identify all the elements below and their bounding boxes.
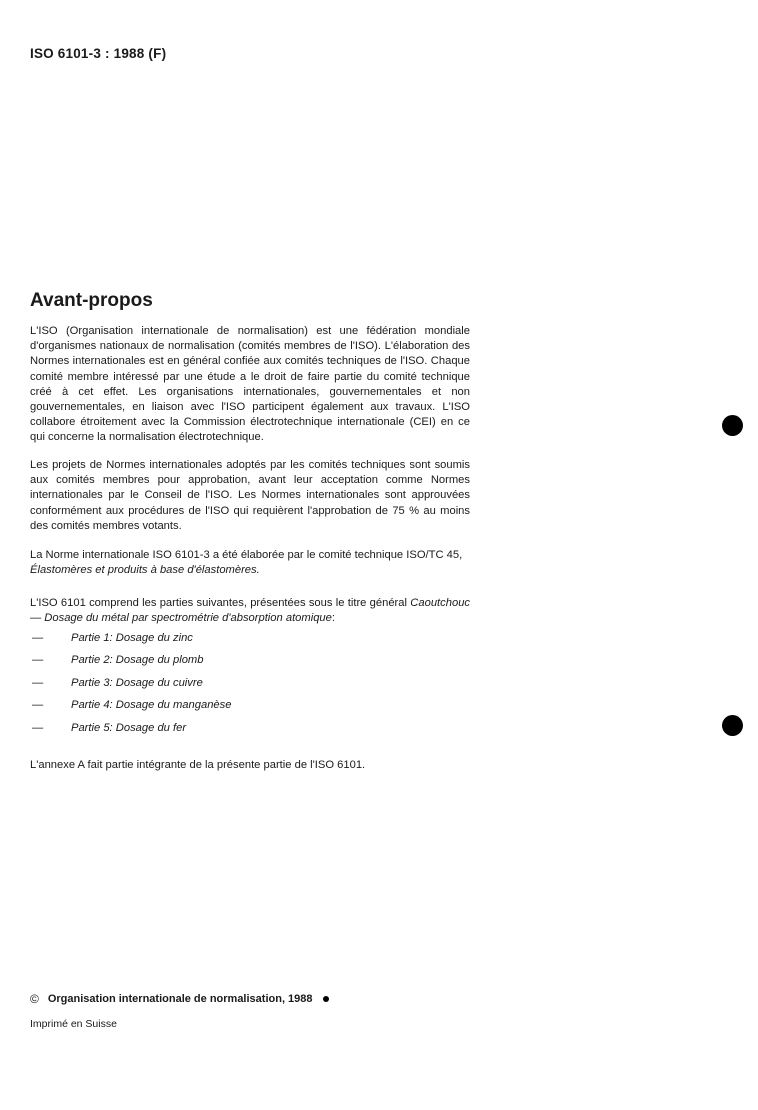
- part-3: Partie 3: Dosage du cuivre: [71, 676, 203, 689]
- list-dash: —: [32, 676, 44, 689]
- bullet-dot-icon: [323, 996, 329, 1002]
- parts-list: [30, 632, 231, 744]
- part-5: Partie 5: Dosage du fer: [71, 721, 187, 734]
- list-item: [30, 654, 231, 676]
- list-item: [30, 722, 231, 744]
- document-id: ISO 6101-3 : 1988 (F): [30, 46, 167, 61]
- general-title: Caoutchouc — Dosage du métal par spectrométrie d'absorption atomique: [30, 597, 471, 625]
- paragraph-iso-description: L'ISO (Organisation internationale de normalisation) est une fédération mondiale d'organismes nationaux de normalisation (comités membres de l'ISO). L'élaboration des Normes internationales est en général confiée aux comités techniques de l'ISO. Chaque comité membre intéressé par une étude a le droit de faire partie du comité technique créé à cet effet. Les organisations internationales, gouvernementales et non gouvernementales, en liaison avec l'ISO participent également aux travaux. L'ISO collabore étroitement avec la Commission électrotechnique internationale (CEI) en ce qui concerne la normalisation électrotechnique.: [30, 325, 470, 444]
- part-2: Partie 2: Dosage du plomb: [71, 654, 204, 667]
- parts-intro-text: L'ISO 6101 comprend les parties suivantes, présentées sous le titre général: [30, 597, 407, 609]
- margin-bullet-icon: [722, 715, 743, 736]
- margin-bullet-icon: [722, 415, 743, 436]
- printed-location: Imprimé en Suisse: [30, 1018, 117, 1030]
- committee-title: Élastomères et produits à base d'élastomères.: [30, 564, 260, 577]
- paragraph-committee: [30, 548, 470, 578]
- general-title-colon: :: [331, 612, 335, 625]
- paragraph-annex: L'annexe A fait partie intégrante de la présente partie de l'ISO 6101.: [30, 759, 366, 771]
- list-item: [30, 677, 231, 699]
- list-item: [30, 632, 231, 654]
- list-dash: —: [32, 654, 44, 667]
- paragraph-approval-process: Les projets de Normes internationales adoptés par les comités techniques sont soumis aux comités membres pour approbation, avant leur acceptation comme Normes internationales par le Conseil de l'ISO. Les Normes internationales sont approuvées conformément aux procédures de l'ISO qui requièrent l'approbation de 75 % au moins des comités membres votants.: [30, 459, 470, 532]
- committee-text: La Norme internationale ISO 6101-3 a été élaborée par le comité technique ISO/TC 45,: [30, 549, 463, 561]
- list-item: [30, 699, 231, 721]
- list-dash: —: [32, 699, 44, 712]
- copyright-line: [30, 992, 329, 1006]
- part-1: Partie 1: Dosage du zinc: [71, 632, 193, 644]
- paragraph-parts-intro: [30, 596, 470, 626]
- list-dash: —: [32, 632, 44, 644]
- section-title: Avant-propos: [30, 290, 153, 311]
- copyright-icon: ©: [30, 992, 39, 1006]
- part-4: Partie 4: Dosage du manganèse: [71, 699, 232, 712]
- copyright-organisation: Organisation internationale de normalisation, 1988: [47, 993, 313, 1005]
- list-dash: —: [32, 721, 44, 734]
